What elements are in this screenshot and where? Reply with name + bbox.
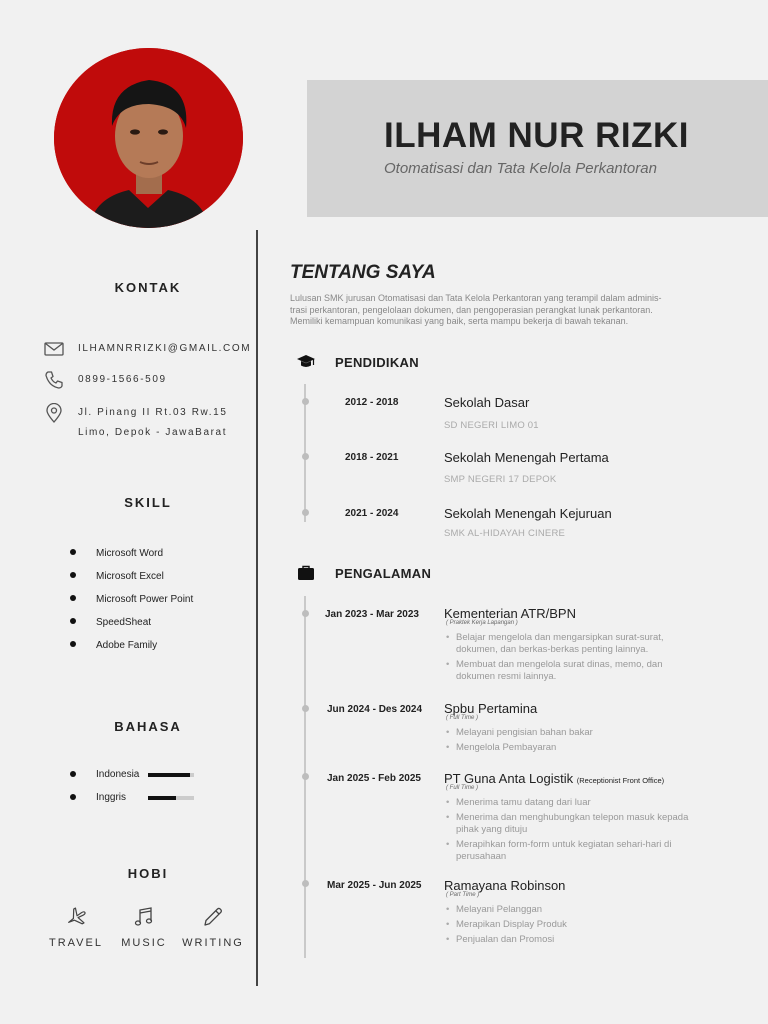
contact-address	[44, 403, 228, 443]
vertical-divider	[256, 230, 258, 986]
pendidikan-header	[296, 352, 419, 372]
skill-item: Microsoft Word	[70, 548, 163, 559]
experience-dates: Mar 2025 - Jun 2025	[327, 880, 422, 891]
duty-item: • Belajar mengelola dan mengarsipkan surat-surat, dokumen, dan berkas-berkas penting lainnya.	[446, 632, 696, 656]
skill-item: Microsoft Power Point	[70, 594, 193, 605]
mail-icon	[44, 339, 64, 359]
employment-type: ( Praktek Kerja Lapangan )	[446, 620, 518, 626]
email-text: ILHAMNRRIZKI@GMAIL.COM	[78, 343, 252, 354]
pencil-icon	[201, 905, 225, 929]
education-years: 2018 - 2021	[345, 452, 399, 463]
profile-photo	[54, 48, 243, 228]
job-title: Otomatisasi dan Tata Kelola Perkantoran	[384, 160, 657, 177]
pengalaman-header	[296, 563, 431, 583]
timeline-dot	[302, 509, 309, 516]
job-duties	[446, 632, 696, 686]
about-title: TENTANG SAYA	[290, 262, 436, 283]
timeline-dot	[302, 880, 309, 887]
music-note-icon	[132, 905, 156, 929]
phone-icon	[44, 370, 64, 390]
timeline-dot	[302, 705, 309, 712]
address-line-2: Limo, Depok - JawaBarat	[78, 427, 228, 438]
contact-phone	[44, 370, 167, 390]
timeline-dot	[302, 453, 309, 460]
company-name: Spbu Pertamina	[444, 701, 538, 716]
hobby-music: MUSIC	[109, 905, 179, 949]
duty-item: • Melayani Pelanggan	[446, 904, 696, 916]
school-name: SMK AL-HIDAYAH CINERE	[444, 528, 566, 539]
language-level-bar	[148, 796, 194, 800]
full-name: ILHAM NUR RIZKI	[384, 116, 689, 155]
about-text: Lulusan SMK jurusan Otomatisasi dan Tata Kelola Perkantoran yang terampil dalam adminis- trasi perkantoran, pengelolaan dokumen, dan pengoperasian perangkat lunak perkantoran. Memiliki kemampuan komunikasi yang baik, serta mampu bekerja di bawah tekanan.	[290, 293, 662, 326]
job-duties	[446, 727, 696, 757]
duty-item: • Menerima tamu datang dari luar	[446, 797, 696, 809]
location-pin-icon	[44, 403, 64, 423]
school-name: SMP NEGERI 17 DEPOK	[444, 474, 557, 485]
pendidikan-title: PENDIDIKAN	[335, 354, 419, 370]
timeline-dot	[302, 398, 309, 405]
language-row	[70, 769, 194, 780]
airplane-icon	[64, 905, 88, 929]
company-name: PT Guna Anta Logistik (Receptionist Front Office)	[444, 771, 665, 786]
job-duties	[446, 904, 696, 949]
hobby-writing: WRITING	[178, 905, 248, 949]
timeline-dot	[302, 773, 309, 780]
experience-dates: Jan 2023 - Mar 2023	[325, 609, 419, 620]
skill-item: Microsoft Excel	[70, 571, 164, 582]
briefcase-icon	[296, 563, 316, 583]
duty-item: • Membuat dan mengelola surat dinas, memo, dan dokumen resmi lainnya.	[446, 659, 696, 683]
portrait-image	[54, 48, 243, 228]
school-name: SD NEGERI LIMO 01	[444, 420, 539, 431]
hobi-title: HOBI	[127, 866, 169, 881]
education-level: Sekolah Menengah Kejuruan	[444, 506, 612, 521]
timeline-dot	[302, 610, 309, 617]
language-row	[70, 792, 194, 803]
duty-item: • Melayani pengisian bahan bakar	[446, 727, 696, 739]
experience-dates: Jun 2024 - Des 2024	[327, 704, 423, 715]
company-name: Kementerian ATR/BPN	[444, 606, 576, 621]
address-line-1: Jl. Pinang II Rt.03 Rw.15	[78, 407, 228, 418]
language-name: Indonesia	[96, 769, 140, 780]
phone-text: 0899-1566-509	[78, 374, 167, 385]
skill-item: SpeedSheat	[70, 617, 151, 628]
skill-title: SKILL	[124, 495, 172, 510]
education-level: Sekolah Menengah Pertama	[444, 450, 609, 465]
employment-type: ( Full Time )	[446, 785, 478, 791]
duty-item: • Penjualan dan Promosi	[446, 934, 696, 946]
language-name: Inggris	[96, 792, 127, 803]
experience-dates: Jan 2025 - Feb 2025	[327, 773, 421, 784]
education-years: 2021 - 2024	[345, 508, 399, 519]
pengalaman-title: PENGALAMAN	[335, 565, 432, 581]
bahasa-title: BAHASA	[114, 719, 182, 734]
employment-type: ( Part Time )	[446, 892, 480, 898]
education-years: 2012 - 2018	[345, 397, 399, 408]
kontak-title: KONTAK	[114, 280, 182, 295]
employment-type: ( Full Time )	[446, 715, 478, 721]
position-label: (Receptionist Front Office)	[576, 776, 665, 785]
duty-item: • Mengelola Pembayaran	[446, 742, 696, 754]
job-duties	[446, 797, 696, 866]
duty-item: • Merapihkan form-form untuk kegiatan sehari-hari di perusahaan	[446, 839, 696, 863]
duty-item: • Merapikan Display Produk	[446, 919, 696, 931]
company-name: Ramayana Robinson	[444, 878, 566, 893]
name-header	[307, 80, 768, 217]
language-level-bar	[148, 773, 194, 777]
hobby-travel: TRAVEL	[41, 905, 111, 949]
education-level: Sekolah Dasar	[444, 395, 530, 410]
graduation-cap-icon	[296, 352, 316, 372]
duty-item: • Menerima dan menghubungkan telepon masuk kepada pihak yang dituju	[446, 812, 696, 836]
contact-email	[44, 339, 251, 359]
skill-item: Adobe Family	[70, 640, 157, 651]
